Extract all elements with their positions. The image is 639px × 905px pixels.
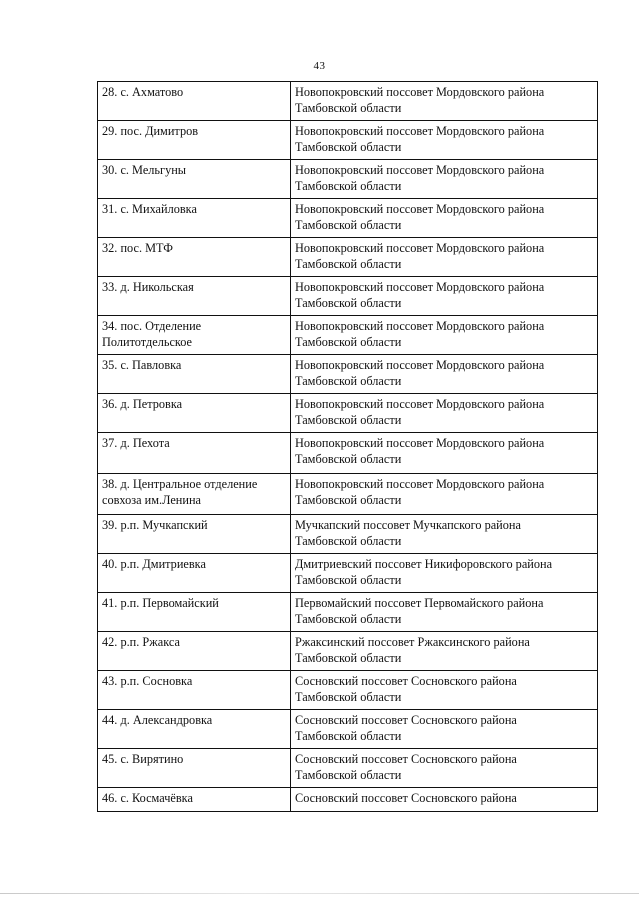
table-row <box>98 316 598 355</box>
council-cell <box>291 355 598 394</box>
council-cell <box>291 121 598 160</box>
council-cell <box>291 788 598 812</box>
table-row <box>98 474 598 515</box>
council-cell <box>291 199 598 238</box>
settlement-cell <box>98 710 291 749</box>
settlement-name: 44. д. Александровка <box>102 713 213 727</box>
council-name: Новопокровский поссовет Мордовского района <box>295 358 545 372</box>
table-row <box>98 788 598 812</box>
settlement-cell <box>98 394 291 433</box>
council-name: Тамбовской области <box>295 139 402 154</box>
settlement-name: 45. с. Вирятино <box>102 752 184 766</box>
council-name: Сосновский поссовет Сосновского района <box>295 713 517 727</box>
council-name: Дмитриевский поссовет Никифоровского района <box>295 557 553 571</box>
council-name: Тамбовской области <box>295 256 402 271</box>
settlement-cell <box>98 632 291 671</box>
settlement-cell <box>98 121 291 160</box>
settlement-name: 33. д. Никольская <box>102 280 194 294</box>
table-body <box>98 82 598 812</box>
table-row <box>98 277 598 316</box>
settlement-name: 46. с. Космачёвка <box>102 791 193 805</box>
council-name: Тамбовской области <box>295 412 402 427</box>
council-name: Тамбовской области <box>295 373 402 388</box>
settlement-cell <box>98 316 291 355</box>
council-cell <box>291 160 598 199</box>
table-row <box>98 593 598 632</box>
council-name: Первомайский поссовет Первомайского района <box>295 596 544 610</box>
settlement-name: 31. с. Михайловка <box>102 202 197 216</box>
settlements-table <box>97 81 598 812</box>
council-name: Тамбовской области <box>295 728 402 743</box>
settlement-cell <box>98 554 291 593</box>
settlement-cell <box>98 671 291 710</box>
council-name: Тамбовской области <box>295 572 402 587</box>
settlement-name: 36. д. Петровка <box>102 397 183 411</box>
table-row <box>98 433 598 474</box>
council-name: Тамбовской области <box>295 100 402 115</box>
council-name: Новопокровский поссовет Мордовского района <box>295 397 545 411</box>
council-name: Мучкапский поссовет Мучкапского района <box>295 518 521 532</box>
table-row <box>98 710 598 749</box>
council-cell <box>291 671 598 710</box>
council-cell <box>291 593 598 632</box>
page-number: 43 <box>313 60 326 72</box>
settlement-cell <box>98 474 291 515</box>
council-cell <box>291 433 598 474</box>
settlement-name: 41. р.п. Первомайский <box>102 596 219 610</box>
council-cell <box>291 710 598 749</box>
settlement-cell <box>98 593 291 632</box>
council-name: Новопокровский поссовет Мордовского района <box>295 436 545 450</box>
settlement-cell <box>98 515 291 554</box>
council-name: Новопокровский поссовет Мордовского района <box>295 124 545 138</box>
settlement-name: 39. р.п. Мучкапский <box>102 518 208 532</box>
settlement-name: 40. р.п. Дмитриевка <box>102 557 206 571</box>
table-row <box>98 515 598 554</box>
settlement-name: 28. с. Ахматово <box>102 85 184 99</box>
settlement-name: 30. с. Мельгуны <box>102 163 187 177</box>
table-row <box>98 749 598 788</box>
council-name: Новопокровский поссовет Мордовского района <box>295 241 545 255</box>
settlement-cell <box>98 788 291 812</box>
table-row <box>98 671 598 710</box>
settlement-cell <box>98 355 291 394</box>
table-row <box>98 355 598 394</box>
table-row <box>98 160 598 199</box>
settlement-name: 43. р.п. Сосновка <box>102 674 193 688</box>
settlement-name: 35. с. Павловка <box>102 358 182 372</box>
council-name: Тамбовской области <box>295 767 402 782</box>
settlement-name: 42. р.п. Ржакса <box>102 635 180 649</box>
settlement-cell <box>98 160 291 199</box>
settlement-name: 38. д. Центральное отделение <box>102 477 258 491</box>
settlement-cell <box>98 199 291 238</box>
council-cell <box>291 82 598 121</box>
council-name: Сосновский поссовет Сосновского района <box>295 674 517 688</box>
council-cell <box>291 394 598 433</box>
table-row <box>98 554 598 593</box>
council-name: Тамбовской области <box>295 334 402 349</box>
settlement-name: 32. пос. МТФ <box>102 241 173 255</box>
scan-edge-line <box>0 893 639 894</box>
council-name: Новопокровский поссовет Мордовского района <box>295 319 545 333</box>
settlement-name: Политотдельское <box>102 334 193 349</box>
settlement-cell <box>98 238 291 277</box>
council-name: Тамбовской области <box>295 451 402 466</box>
council-name: Новопокровский поссовет Мордовского района <box>295 163 545 177</box>
settlement-cell <box>98 82 291 121</box>
council-cell <box>291 554 598 593</box>
table-row <box>98 394 598 433</box>
council-name: Ржаксинский поссовет Ржаксинского района <box>295 635 530 649</box>
council-name: Тамбовской области <box>295 689 402 704</box>
council-cell <box>291 277 598 316</box>
settlement-name: 37. д. Пехота <box>102 436 170 450</box>
settlement-cell <box>98 433 291 474</box>
settlement-name: 29. пос. Димитров <box>102 124 199 138</box>
council-cell <box>291 515 598 554</box>
council-name: Тамбовской области <box>295 492 402 507</box>
council-cell <box>291 238 598 277</box>
council-name: Сосновский поссовет Сосновского района <box>295 791 517 805</box>
settlement-cell <box>98 277 291 316</box>
council-name: Тамбовской области <box>295 295 402 310</box>
table-row <box>98 121 598 160</box>
table-row <box>98 199 598 238</box>
table-row <box>98 632 598 671</box>
table-row <box>98 238 598 277</box>
settlement-cell <box>98 749 291 788</box>
council-name: Новопокровский поссовет Мордовского района <box>295 280 545 294</box>
council-name: Тамбовской области <box>295 217 402 232</box>
council-cell <box>291 316 598 355</box>
council-name: Тамбовской области <box>295 178 402 193</box>
table-row <box>98 82 598 121</box>
council-cell <box>291 632 598 671</box>
council-name: Новопокровский поссовет Мордовского района <box>295 202 545 216</box>
council-cell <box>291 749 598 788</box>
settlement-name: совхоза им.Ленина <box>102 492 201 507</box>
council-name: Тамбовской области <box>295 611 402 626</box>
council-cell <box>291 474 598 515</box>
council-name: Новопокровский поссовет Мордовского района <box>295 477 545 491</box>
council-name: Тамбовской области <box>295 533 402 548</box>
settlement-name: 34. пос. Отделение <box>102 319 202 333</box>
council-name: Новопокровский поссовет Мордовского района <box>295 85 545 99</box>
council-name: Сосновский поссовет Сосновского района <box>295 752 517 766</box>
council-name: Тамбовской области <box>295 650 402 665</box>
